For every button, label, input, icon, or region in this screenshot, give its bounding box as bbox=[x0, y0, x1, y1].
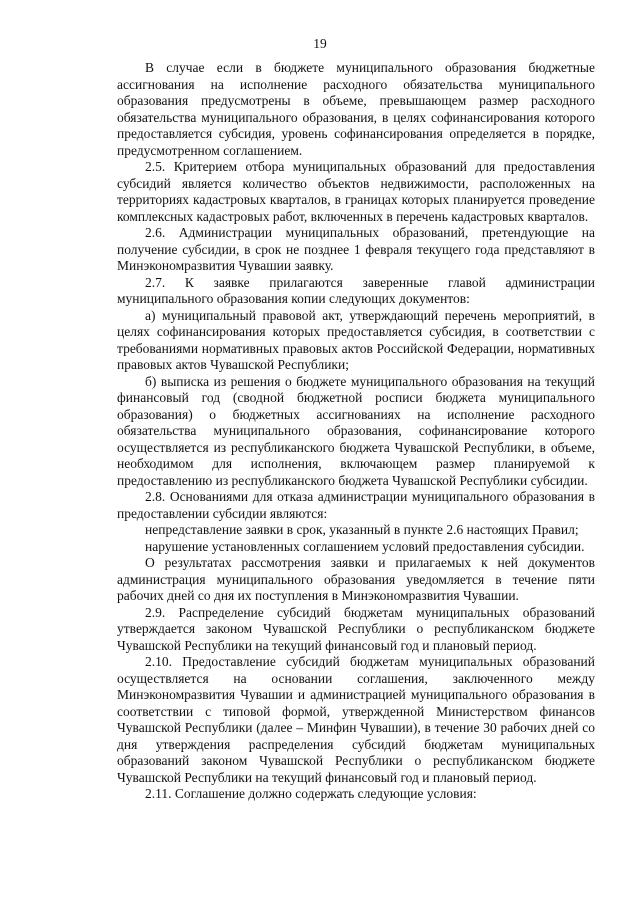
page-number: 19 bbox=[313, 36, 327, 51]
paragraph-cofinancing-level: В случае если в бюджете муниципального образования бюджетные ассигнования на исполнение расходного обязательства муниципального образования предусмотрены в объеме, превышающем размер расходного обязательства муниципального образования, в целях софинансирования которого предоставляется субсидия, уровень софинансирования определяется в порядке, предусмотренном соглашением. bbox=[117, 60, 595, 158]
paragraph-2-8: 2.8. Основаниями для отказа администрации муниципального образования в предоставлении субсидии являются: bbox=[117, 489, 595, 521]
paragraph-2-8-item-2: нарушение установленных соглашением условий предоставления субсидии. bbox=[145, 538, 585, 554]
paragraph-2-10: 2.10. Предоставление субсидий бюджетам муниципальных образований осуществляется на основании соглашения, заключенного между Минэкономразвития Чувашии и администрацией муниципального образования в соответствии с типовой формой, утвержденной Министерством финансов Чувашской Республики (далее – Минфин Чувашии), в течение 30 рабочих дней со дня утверждения распределения субсидий бюджетам муниципальных образований законом Чувашской Республики о республиканском бюджете Чувашской Республики на текущий финансовый год и плановый период. bbox=[117, 654, 595, 785]
document-body bbox=[117, 60, 595, 803]
paragraph-2-6: 2.6. Администрации муниципальных образований, претендующие на получение субсидии, в срок не позднее 1 февраля текущего года представляют в Минэкономразвития Чувашии заявку. bbox=[117, 225, 595, 273]
paragraph-2-8-item-1: непредставление заявки в срок, указанный в пункте 2.6 настоящих Правил; bbox=[145, 522, 579, 537]
paragraph-2-7-a: а) муниципальный правовой акт, утверждающий перечень мероприятий, в целях софинансирования которых предоставляется субсидия, в соответствии с требованиями нормативных правовых актов Российской Федерации, нормативных правовых актов Чувашской Республики; bbox=[117, 307, 595, 372]
paragraph-2-7: 2.7. К заявке прилагаются заверенные главой администрации муниципального образования копии следующих документов: bbox=[117, 274, 595, 306]
paragraph-2-5: 2.5. Критерием отбора муниципальных образований для предоставления субсидий является количество объектов недвижимости, расположенных на территориях кадастровых кварталов, в границах которых планируется проведение комплексных кадастровых работ, включенных в перечень кадастровых кварталов. bbox=[117, 159, 595, 224]
paragraph-2-9: 2.9. Распределение субсидий бюджетам муниципальных образований утверждается законом Чувашской Республики о республиканском бюджете Чувашской Республики на текущий финансовый год и плановый период. bbox=[117, 604, 595, 653]
paragraph-2-7-b: б) выписка из решения о бюджете муниципального образования на текущий финансовый год (сводной бюджетной росписи бюджета муниципального образования) о бюджетных ассигнованиях на исполнение расходного обязательства муниципального образования, софинансирование которого осуществляется из республиканского бюджета Чувашской Республики, в объеме, необходимом для исполнения, включающем размер планируемой к предоставлению из республиканского бюджета Чувашской Республики субсидии. bbox=[117, 373, 595, 488]
paragraph-notification: О результатах рассмотрения заявки и прилагаемых к ней документов администрация муниципального образования уведомляется в течение пяти рабочих дней со дня их поступления в Минэкономразвития Чувашии. bbox=[117, 555, 595, 603]
paragraph-2-11: 2.11. Соглашение должно содержать следующие условия: bbox=[145, 786, 477, 801]
